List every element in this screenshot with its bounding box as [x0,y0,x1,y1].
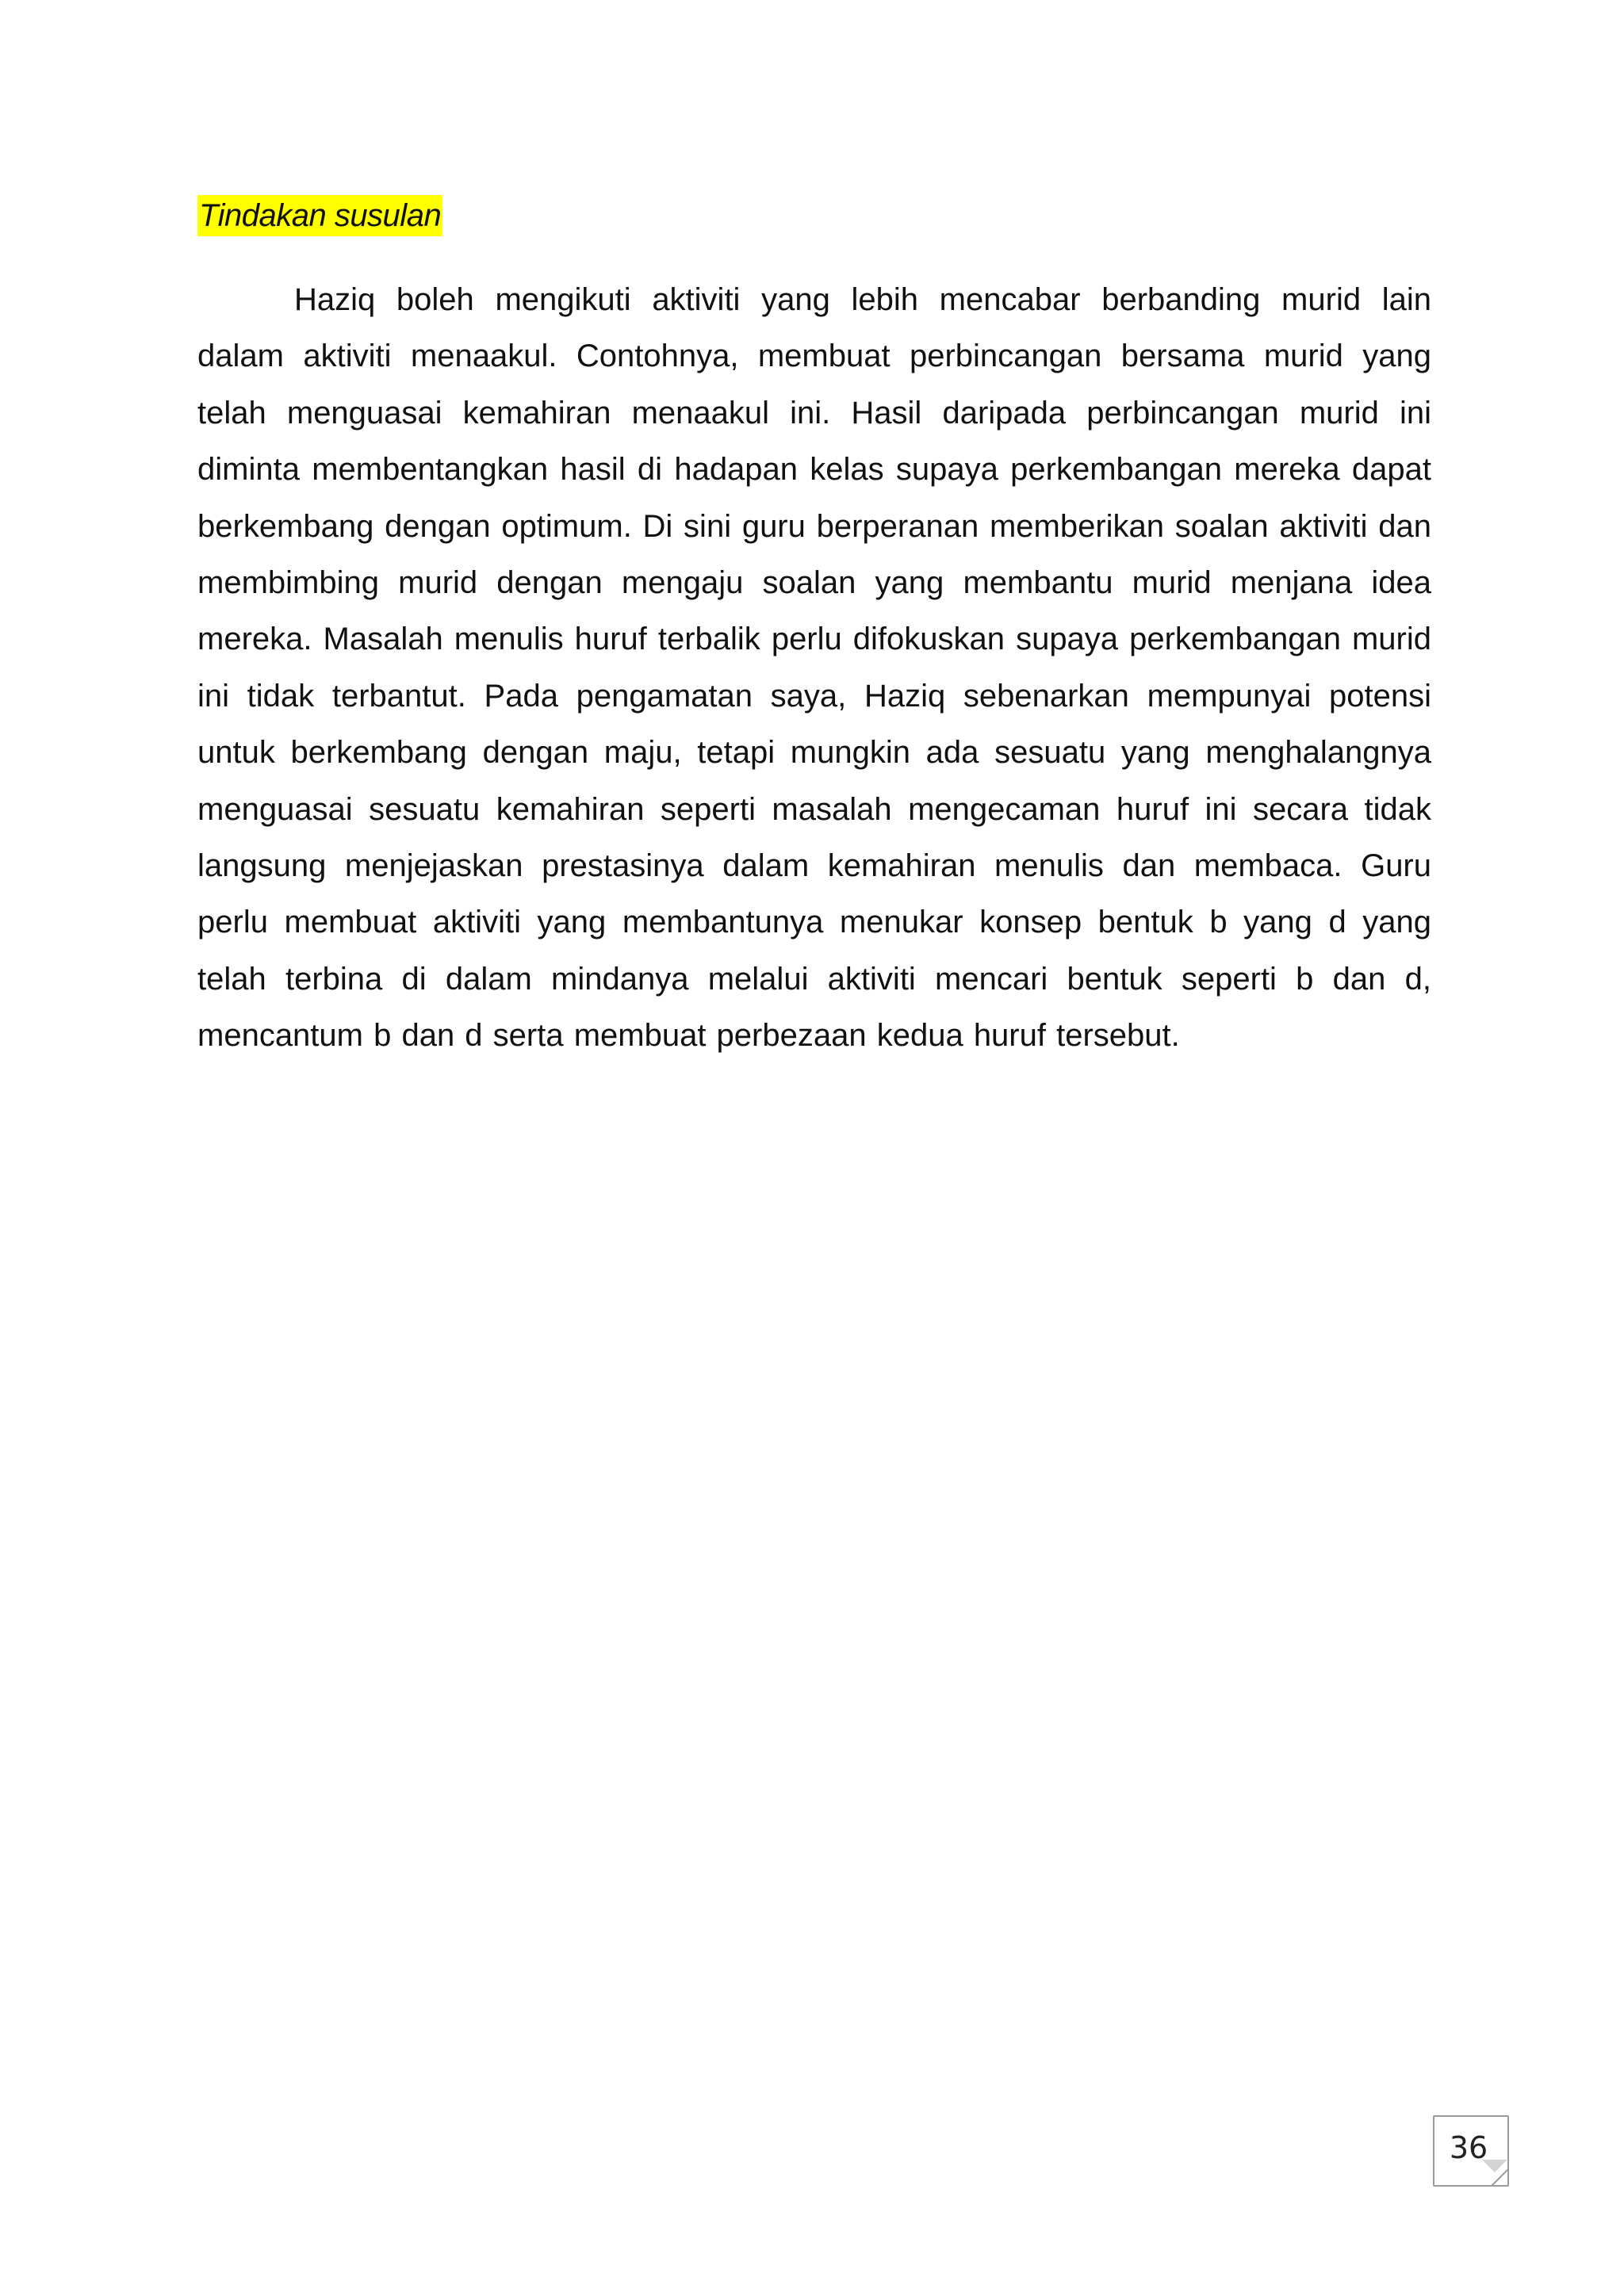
page-number: 36 [1449,2130,1488,2165]
page-number-box [1433,2115,1509,2187]
body-paragraph: Haziq boleh mengikuti aktiviti yang lebih mencabar berbanding murid lain dalam aktiviti menaakul. Contohnya, membuat perbincangan bersama murid yang telah menguasai kemahiran menaakul ini. Hasil daripada perbincangan murid ini diminta membentangkan hasil di hadapan kelas supaya perkembangan mereka dapat berkembang dengan optimum. Di sini guru berperanan memberikan soalan aktiviti dan membimbing murid dengan mengaju soalan yang membantu murid menjana idea mereka. Masalah menulis huruf terbalik perlu difokuskan supaya perkembangan murid ini tidak terbantut. Pada pengamatan saya, Haziq sebenarkan mempunyai potensi untuk berkembang dengan maju, tetapi mungkin ada sesuatu yang menghalangnya menguasai sesuatu kemahiran seperti masalah mengecaman huruf ini secara tidak langsung menjejaskan prestasinya dalam kemahiran menulis dan membaca. Guru perlu membuat aktiviti yang membantunya menukar konsep bentuk b yang d yang telah terbina di dalam mindanya melalui aktiviti mencari bentuk seperti b dan d, mencantum b dan d serta membuat perbezaan kedua huruf tersebut. [197,282,1431,1054]
section-heading: Tindakan susulan [197,195,442,236]
